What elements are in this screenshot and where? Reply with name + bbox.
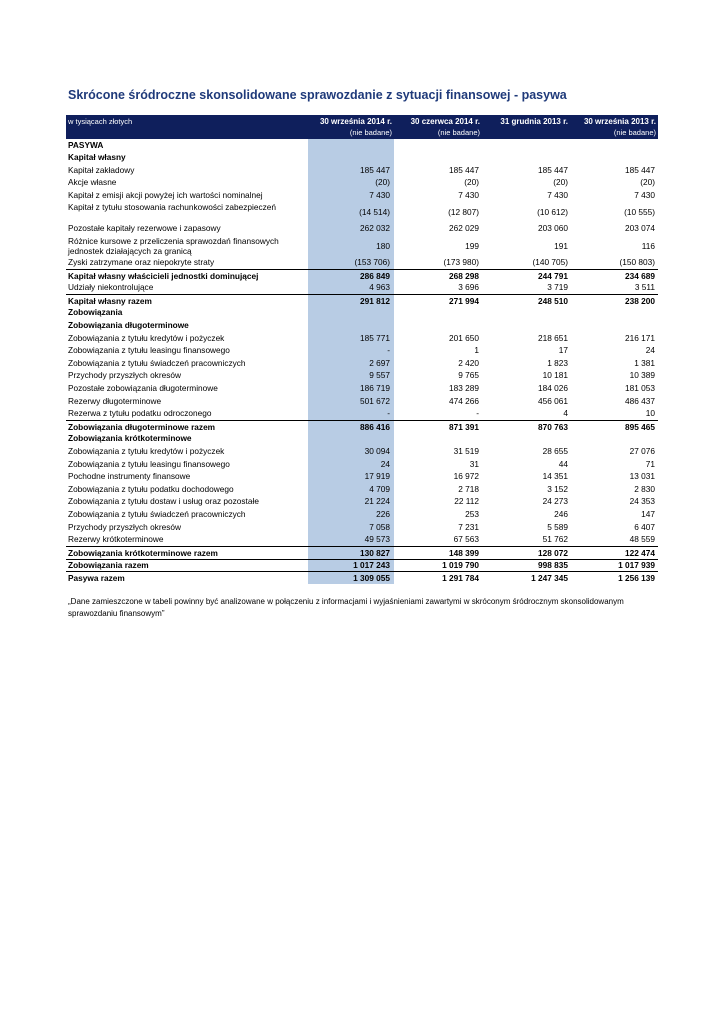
table-row — [66, 307, 658, 320]
row-value: 234 689 — [625, 270, 655, 281]
row-value: 1 381 — [634, 357, 655, 368]
row-value: 184 026 — [538, 383, 568, 393]
table-row — [66, 257, 658, 270]
row-value: 17 919 — [364, 471, 390, 482]
row-value: - — [476, 408, 479, 419]
table-row — [66, 294, 658, 307]
row-value: 291 812 — [360, 295, 390, 306]
row-value: 49 573 — [364, 534, 390, 545]
row-value: (20) — [464, 177, 479, 188]
row-value: 16 972 — [453, 471, 479, 482]
row-value: 474 266 — [449, 395, 479, 406]
row-value: (20) — [375, 177, 390, 188]
row-value: 895 465 — [625, 421, 655, 432]
row-value: 10 181 — [542, 370, 568, 381]
table-row — [66, 202, 658, 223]
row-value: - — [387, 408, 390, 419]
row-value: 185 447 — [538, 164, 568, 175]
row-value: 268 298 — [449, 270, 479, 281]
row-value: 10 389 — [629, 370, 655, 381]
unit-label: w tysiącach złotych — [68, 117, 133, 126]
row-value: 7 430 — [369, 189, 390, 200]
row-value: 10 — [645, 408, 655, 419]
table-row — [66, 139, 658, 152]
row-label: Akcje własne — [68, 177, 117, 188]
row-value: 22 112 — [454, 496, 479, 507]
row-value: 7 430 — [547, 189, 568, 200]
document-title: Skrócone śródroczne skonsolidowane sprawozdanie z sytuacji finansowej - pasywa — [68, 88, 567, 102]
row-label: Pasywa razem — [68, 572, 125, 583]
row-value: 3 511 — [634, 282, 655, 293]
row-value: (153 706) — [354, 257, 390, 268]
row-value: 501 672 — [360, 395, 390, 406]
row-label: Zobowiązania z tytułu dostaw i usług oraz pozostałe — [68, 496, 259, 507]
row-value: 128 072 — [538, 547, 568, 558]
row-value: (12 807) — [448, 206, 479, 217]
row-value: 262 032 — [360, 223, 390, 234]
row-value: 246 — [554, 508, 568, 519]
row-value: 2 697 — [369, 357, 390, 368]
table-row — [66, 559, 658, 572]
row-label: Rezerwy krótkoterminowe — [68, 534, 164, 545]
row-value: 1 — [474, 345, 479, 356]
row-value: 2 420 — [458, 357, 479, 368]
row-value: (140 705) — [532, 257, 568, 268]
row-label: Przychody przyszłych okresów — [68, 521, 181, 532]
table-row — [66, 320, 658, 333]
row-value: 3 719 — [547, 282, 568, 293]
row-value: 1 247 345 — [531, 572, 568, 583]
column-header-sep-2013: 30 września 2013 r. (nie badane) — [583, 117, 656, 137]
row-label: Kapitał własny właścicieli jednostki dominującej — [68, 270, 259, 281]
row-label: Zobowiązania krótkoterminowe razem — [68, 547, 218, 558]
row-value: 1 019 790 — [442, 560, 479, 571]
row-label: Zobowiązania z tytułu kredytów i pożyczek — [68, 332, 225, 343]
footnote: „Dane zamieszczone w tabeli powinny być analizowane w połączeniu z informacjami i wyjaśnieniami zawartymi w skróconym śródrocznym skonsolidowanym sprawozdaniu finansowym” — [68, 597, 624, 618]
table-row — [66, 508, 658, 521]
row-value: 183 289 — [449, 383, 479, 393]
table-row — [66, 177, 658, 190]
table-row — [66, 445, 658, 458]
row-value: 14 351 — [542, 471, 568, 482]
row-value: 147 — [641, 508, 655, 519]
table-row — [66, 534, 658, 547]
row-value: 24 — [380, 458, 390, 469]
row-value: 30 094 — [364, 445, 390, 456]
row-value: 5 589 — [547, 521, 568, 532]
row-value: 870 763 — [538, 421, 568, 432]
row-value: 122 474 — [625, 547, 655, 558]
row-value: 199 — [465, 240, 479, 251]
row-label: Zobowiązania krótkoterminowe — [68, 433, 192, 444]
table-row — [66, 345, 658, 358]
table-row — [66, 571, 658, 584]
row-value: 1 256 139 — [618, 572, 655, 583]
row-value: 1 823 — [547, 357, 568, 368]
row-label: Udziały niekontrolujące — [68, 282, 154, 293]
row-value: (150 803) — [619, 257, 655, 268]
row-label: Zobowiązania — [68, 307, 123, 318]
row-value: 116 — [641, 240, 655, 251]
table-row — [66, 546, 658, 559]
row-value: 203 074 — [625, 223, 655, 234]
column-header-jun-2014: 30 czerwca 2014 r. (nie badane) — [410, 117, 480, 137]
row-value: 4 709 — [369, 483, 390, 494]
row-value: (173 980) — [443, 257, 479, 268]
row-label: Zobowiązania z tytułu leasingu finansowego — [68, 458, 230, 469]
table-header — [66, 115, 658, 139]
row-value: 28 655 — [542, 445, 568, 456]
row-label: Kapitał z emisji akcji powyżej ich wartości nominalnej — [68, 189, 263, 200]
row-value: 24 353 — [629, 496, 655, 507]
row-label: Przychody przyszłych okresów — [68, 370, 181, 381]
table-row — [66, 269, 658, 282]
row-value: 27 076 — [629, 445, 655, 456]
column-header-sep-2014: 30 września 2014 r. (nie badane) — [319, 117, 392, 137]
row-label: PASYWA — [68, 139, 104, 150]
row-label: Zobowiązania z tytułu podatku dochodowego — [68, 483, 234, 494]
row-label: Zobowiązania z tytułu świadczeń pracowniczych — [68, 357, 246, 368]
row-value: 1 291 784 — [442, 572, 479, 583]
table-body — [66, 139, 658, 584]
table-row — [66, 282, 658, 295]
table-row — [66, 521, 658, 534]
row-label: Rezerwa z tytułu podatku odroczonego — [68, 408, 212, 419]
row-value: 9 557 — [369, 370, 390, 381]
table-row — [66, 395, 658, 408]
row-label: Rezerwy długoterminowe — [68, 395, 162, 406]
row-value: 456 061 — [538, 395, 568, 406]
row-value: 248 510 — [538, 295, 568, 306]
row-label: Zobowiązania razem — [68, 560, 149, 571]
row-value: 218 651 — [538, 332, 568, 343]
table-row — [66, 471, 658, 484]
row-value: - — [387, 345, 390, 356]
row-value: (20) — [553, 177, 568, 188]
table-row — [66, 223, 658, 236]
row-label: Zobowiązania z tytułu świadczeń pracowniczych — [68, 508, 246, 519]
row-value: 1 017 243 — [353, 560, 390, 571]
row-value: 1 017 939 — [618, 560, 655, 571]
row-value: 238 200 — [625, 295, 655, 306]
table-row — [66, 370, 658, 383]
table-row — [66, 332, 658, 345]
row-value: 31 519 — [453, 445, 479, 456]
row-value: 203 060 — [538, 223, 568, 234]
row-value: 180 — [376, 240, 390, 251]
table-row — [66, 420, 658, 433]
row-label: Pochodne instrumenty finansowe — [68, 471, 191, 482]
table-row — [66, 189, 658, 202]
table-row — [66, 458, 658, 471]
row-value: 7 430 — [458, 189, 479, 200]
row-value: 185 447 — [360, 164, 390, 175]
row-value: 9 765 — [458, 370, 479, 381]
row-value: 1 309 055 — [353, 572, 390, 583]
row-label: Pozostałe kapitały rezerwowe i zapasowy — [68, 223, 221, 234]
row-value: 21 224 — [364, 496, 390, 507]
row-value: (10 612) — [537, 206, 568, 217]
row-value: 130 827 — [360, 547, 390, 558]
table-row — [66, 433, 658, 446]
row-label: Kapitał zakładowy — [68, 164, 135, 175]
row-value: 13 031 — [629, 471, 655, 482]
table-row — [66, 164, 658, 177]
row-value: 17 — [558, 345, 568, 356]
table-row — [66, 483, 658, 496]
row-value: 185 771 — [360, 332, 390, 343]
row-value: 216 171 — [625, 332, 655, 343]
row-value: 2 830 — [634, 483, 655, 494]
row-value: 24 273 — [542, 496, 568, 507]
row-value: 48 559 — [629, 534, 655, 545]
row-value: 244 791 — [538, 270, 568, 281]
row-value: 3 152 — [547, 483, 568, 494]
row-value: 4 — [563, 408, 568, 419]
table-row — [66, 408, 658, 421]
row-value: 185 447 — [625, 164, 655, 175]
row-value: 51 762 — [542, 534, 568, 545]
row-label: Zobowiązania z tytułu leasingu finansowego — [68, 345, 230, 356]
row-label: Zyski zatrzymane oraz niepokryte straty — [68, 257, 215, 268]
row-value: 191 — [554, 240, 568, 251]
row-value: 253 — [465, 508, 479, 519]
row-value: 24 — [645, 345, 655, 356]
row-label: Zobowiązania z tytułu kredytów i pożyczek — [68, 445, 225, 456]
row-label: Kapitał własny — [68, 152, 126, 163]
row-label: Zobowiązania długoterminowe razem — [68, 421, 216, 432]
balance-sheet-table — [66, 115, 658, 584]
row-value: (20) — [640, 177, 655, 188]
row-label: Kapitał własny razem — [68, 295, 152, 306]
row-label: Kapitał z tytułu stosowania rachunkowości zabezpieczeń — [68, 201, 276, 212]
row-value: 7 231 — [458, 521, 479, 532]
table-row — [66, 383, 658, 396]
row-value: 181 053 — [625, 383, 655, 393]
table-row — [66, 152, 658, 165]
row-value: 7 058 — [369, 521, 390, 532]
table-row — [66, 236, 658, 257]
row-value: 271 994 — [449, 295, 479, 306]
row-value: 44 — [558, 458, 568, 469]
row-value: 71 — [645, 458, 655, 469]
row-value: 2 718 — [458, 483, 479, 494]
row-value: 3 696 — [458, 282, 479, 293]
row-value: 998 835 — [538, 560, 568, 571]
row-value: 4 963 — [369, 282, 390, 293]
row-value: 186 719 — [360, 383, 390, 393]
table-row — [66, 496, 658, 509]
row-value: 871 391 — [449, 421, 479, 432]
row-value: 886 416 — [360, 421, 390, 432]
row-value: 185 447 — [449, 164, 479, 175]
row-label: Różnice kursowe z przeliczenia sprawozdań finansowych jednostek działających za granicą — [68, 235, 279, 257]
row-value: 6 407 — [634, 521, 655, 532]
row-value: (10 555) — [624, 206, 655, 217]
row-value: 67 563 — [453, 534, 479, 545]
table-row — [66, 357, 658, 370]
row-value: 31 — [469, 458, 479, 469]
row-value: (14 514) — [359, 206, 390, 217]
row-label: Pozostałe zobowiązania długoterminowe — [68, 383, 218, 393]
row-value: 201 650 — [449, 332, 479, 343]
row-value: 7 430 — [634, 189, 655, 200]
row-value: 286 849 — [360, 270, 390, 281]
row-value: 262 029 — [449, 223, 479, 234]
column-header-dec-2013: 31 grudnia 2013 r. — [500, 117, 568, 126]
row-label: Zobowiązania długoterminowe — [68, 320, 189, 331]
row-value: 486 437 — [625, 395, 655, 406]
row-value: 148 399 — [449, 547, 479, 558]
row-value: 226 — [376, 508, 390, 519]
